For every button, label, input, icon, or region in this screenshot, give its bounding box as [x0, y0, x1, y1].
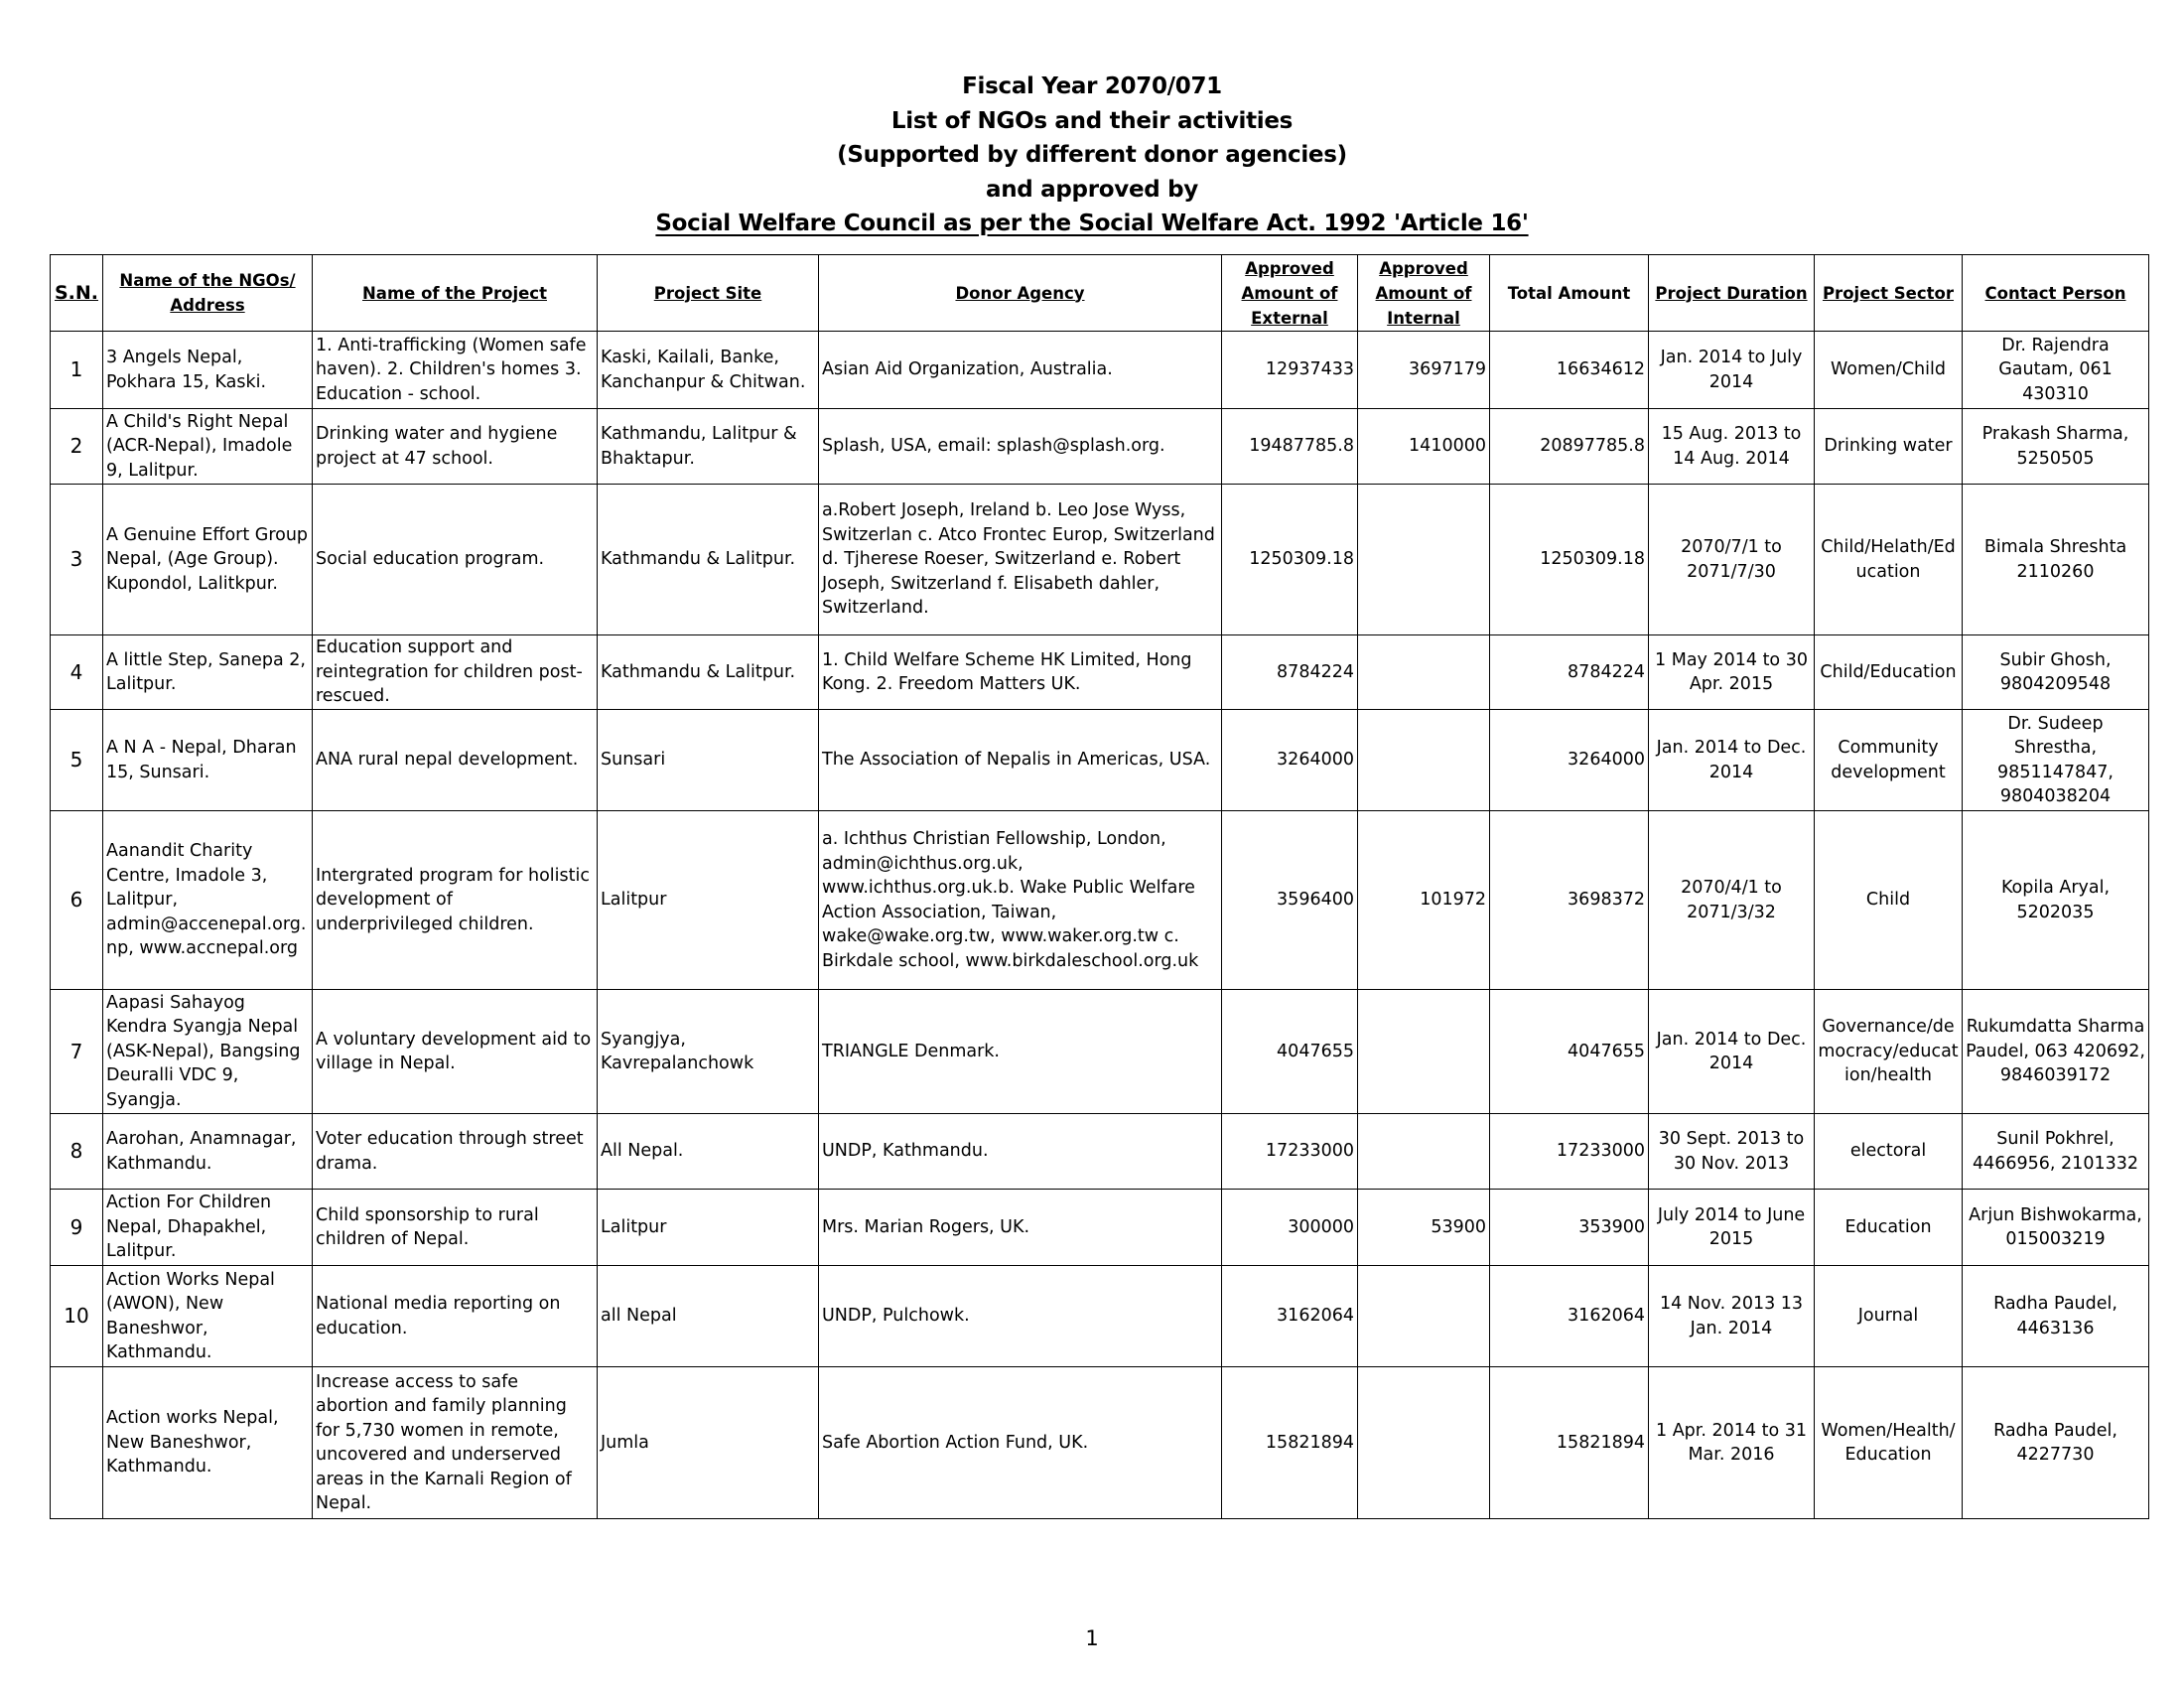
- cell-project-name: Social education program.: [313, 485, 598, 635]
- cell-project-duration: 2070/7/1 to 2071/7/30: [1649, 485, 1815, 635]
- cell-total-amount: 1250309.18: [1490, 485, 1649, 635]
- cell-total-amount: 4047655: [1490, 990, 1649, 1114]
- cell-project-name: Child sponsorship to rural children of Nepal.: [313, 1190, 598, 1266]
- cell-project-site: Lalitpur: [598, 1190, 819, 1266]
- cell-total-amount: 3162064: [1490, 1266, 1649, 1367]
- cell-project-name: ANA rural nepal development.: [313, 710, 598, 811]
- title-fiscal-year: Fiscal Year 2070/071: [962, 73, 1222, 99]
- cell-external-amount: 3162064: [1222, 1266, 1358, 1367]
- cell-contact-person: Prakash Sharma, 5250505: [1963, 409, 2149, 485]
- cell-donor-agency: TRIANGLE Denmark.: [819, 990, 1222, 1114]
- cell-internal-amount: 53900: [1358, 1190, 1490, 1266]
- header-project-site: Project Site: [598, 255, 819, 332]
- cell-project-name: 1. Anti-trafficking (Women safe haven). 2. Children's homes 3. Education - school.: [313, 332, 598, 409]
- cell-internal-amount: [1358, 485, 1490, 635]
- cell-total-amount: 3698372: [1490, 811, 1649, 990]
- cell-internal-amount: [1358, 1114, 1490, 1190]
- cell-project-site: All Nepal.: [598, 1114, 819, 1190]
- cell-sn: 8: [51, 1114, 103, 1190]
- cell-project-duration: July 2014 to June 2015: [1649, 1190, 1815, 1266]
- cell-contact-person: Kopila Aryal, 5202035: [1963, 811, 2149, 990]
- cell-project-site: Syangjya, Kavrepalanchowk: [598, 990, 819, 1114]
- cell-project-sector: Child/Education: [1815, 635, 1963, 710]
- cell-contact-person: Bimala Shreshta 2110260: [1963, 485, 2149, 635]
- cell-ngo-name: A Child's Right Nepal (ACR-Nepal), Imadole 9, Lalitpur.: [103, 409, 313, 485]
- table-row: [51, 332, 2149, 409]
- cell-donor-agency: UNDP, Pulchowk.: [819, 1266, 1222, 1367]
- cell-internal-amount: [1358, 1367, 1490, 1519]
- cell-project-site: Kathmandu & Lalitpur.: [598, 635, 819, 710]
- cell-project-name: Education support and reintegration for children post-rescued.: [313, 635, 598, 710]
- cell-project-sector: Community development: [1815, 710, 1963, 811]
- cell-project-name: A voluntary development aid to village in Nepal.: [313, 990, 598, 1114]
- cell-contact-person: Subir Ghosh, 9804209548: [1963, 635, 2149, 710]
- cell-project-site: Kathmandu & Lalitpur.: [598, 485, 819, 635]
- cell-project-sector: Drinking water: [1815, 409, 1963, 485]
- table-row: [51, 635, 2149, 710]
- header-contact-person: Contact Person: [1963, 255, 2149, 332]
- cell-project-sector: Women/Health/ Education: [1815, 1367, 1963, 1519]
- table-row: [51, 710, 2149, 811]
- cell-project-duration: Jan. 2014 to Dec. 2014: [1649, 990, 1815, 1114]
- table-row: [51, 485, 2149, 635]
- cell-project-site: Kaski, Kailali, Banke, Kanchanpur & Chitwan.: [598, 332, 819, 409]
- cell-donor-agency: 1. Child Welfare Scheme HK Limited, Hong Kong. 2. Freedom Matters UK.: [819, 635, 1222, 710]
- header-project-sector: Project Sector: [1815, 255, 1963, 332]
- cell-sn: 3: [51, 485, 103, 635]
- cell-project-duration: Jan. 2014 to Dec. 2014: [1649, 710, 1815, 811]
- title-list: List of NGOs and their activities: [890, 107, 1294, 134]
- cell-project-duration: 1 May 2014 to 30 Apr. 2015: [1649, 635, 1815, 710]
- ngo-table: [50, 254, 2149, 1519]
- cell-donor-agency: Safe Abortion Action Fund, UK.: [819, 1367, 1222, 1519]
- cell-contact-person: Arjun Bishwokarma, 015003219: [1963, 1190, 2149, 1266]
- cell-contact-person: Radha Paudel, 4463136: [1963, 1266, 2149, 1367]
- cell-sn: 9: [51, 1190, 103, 1266]
- cell-sn: 5: [51, 710, 103, 811]
- title-council: Social Welfare Council as per the Social Welfare Act. 1992 'Article 16': [655, 211, 1529, 236]
- cell-external-amount: 4047655: [1222, 990, 1358, 1114]
- header-external-amount: Approved Amount of External: [1222, 255, 1358, 332]
- title-supported: (Supported by different donor agencies): [837, 142, 1347, 168]
- cell-sn: 6: [51, 811, 103, 990]
- cell-project-site: Jumla: [598, 1367, 819, 1519]
- table-row: [51, 1190, 2149, 1266]
- cell-internal-amount: [1358, 710, 1490, 811]
- cell-internal-amount: [1358, 990, 1490, 1114]
- cell-project-site: Kathmandu, Lalitpur & Bhaktapur.: [598, 409, 819, 485]
- cell-external-amount: 12937433: [1222, 332, 1358, 409]
- cell-donor-agency: Asian Aid Organization, Australia.: [819, 332, 1222, 409]
- cell-total-amount: 3264000: [1490, 710, 1649, 811]
- document-title-block: [0, 70, 2184, 241]
- cell-project-name: Increase access to safe abortion and family planning for 5,730 women in remote, uncovered and underserved areas in the Karnali Region of Nepal.: [313, 1367, 598, 1519]
- cell-project-sector: Child: [1815, 811, 1963, 990]
- cell-project-name: Intergrated program for holistic development of underprivileged children.: [313, 811, 598, 990]
- cell-ngo-name: Action Works Nepal (AWON), New Baneshwor, Kathmandu.: [103, 1266, 313, 1367]
- table-row: [51, 409, 2149, 485]
- cell-project-sector: Child/Helath/Education: [1815, 485, 1963, 635]
- cell-internal-amount: [1358, 1266, 1490, 1367]
- cell-project-name: National media reporting on education.: [313, 1266, 598, 1367]
- cell-project-name: Drinking water and hygiene project at 47 school.: [313, 409, 598, 485]
- cell-contact-person: Dr. Sudeep Shrestha, 9851147847, 9804038204: [1963, 710, 2149, 811]
- cell-project-name: Voter education through street drama.: [313, 1114, 598, 1190]
- cell-project-duration: 15 Aug. 2013 to 14 Aug. 2014: [1649, 409, 1815, 485]
- cell-external-amount: 1250309.18: [1222, 485, 1358, 635]
- title-approved-by: and approved by: [986, 176, 1198, 203]
- cell-internal-amount: 101972: [1358, 811, 1490, 990]
- cell-project-duration: 14 Nov. 2013 13 Jan. 2014: [1649, 1266, 1815, 1367]
- table-row: [51, 990, 2149, 1114]
- cell-contact-person: Dr. Rajendra Gautam, 061 430310: [1963, 332, 2149, 409]
- cell-project-duration: 1 Apr. 2014 to 31 Mar. 2016: [1649, 1367, 1815, 1519]
- header-total-amount: Total Amount: [1490, 255, 1649, 332]
- cell-project-sector: Education: [1815, 1190, 1963, 1266]
- header-project-duration: Project Duration: [1649, 255, 1815, 332]
- header-sn: S.N.: [51, 255, 103, 332]
- cell-sn: 2: [51, 409, 103, 485]
- cell-project-sector: electoral: [1815, 1114, 1963, 1190]
- cell-ngo-name: A Genuine Effort Group Nepal, (Age Group). Kupondol, Lalitkpur.: [103, 485, 313, 635]
- cell-donor-agency: Splash, USA, email: splash@splash.org.: [819, 409, 1222, 485]
- cell-sn: 7: [51, 990, 103, 1114]
- cell-total-amount: 353900: [1490, 1190, 1649, 1266]
- cell-ngo-name: Aapasi Sahayog Kendra Syangja Nepal (ASK-Nepal), Bangsing Deuralli VDC 9, Syangja.: [103, 990, 313, 1114]
- cell-project-duration: 2070/4/1 to 2071/3/32: [1649, 811, 1815, 990]
- cell-total-amount: 15821894: [1490, 1367, 1649, 1519]
- cell-ngo-name: Aanandit Charity Centre, Imadole 3, Lalitpur, admin@accenepal.org.np, www.accnepal.org: [103, 811, 313, 990]
- cell-external-amount: 3264000: [1222, 710, 1358, 811]
- cell-donor-agency: a.Robert Joseph, Ireland b. Leo Jose Wyss, Switzerlan c. Atco Frontec Europ, Switzerland d. Tjherese Roeser, Switzerland e. Robert Joseph, Switzerland f. Elisabeth dahler, Switzerland.: [819, 485, 1222, 635]
- page-number: 1: [1085, 1626, 1099, 1650]
- cell-project-sector: Governance/democracy/education/health: [1815, 990, 1963, 1114]
- cell-total-amount: 16634612: [1490, 332, 1649, 409]
- cell-sn: 10: [51, 1266, 103, 1367]
- cell-external-amount: 15821894: [1222, 1367, 1358, 1519]
- cell-total-amount: 20897785.8: [1490, 409, 1649, 485]
- cell-project-sector: Women/Child: [1815, 332, 1963, 409]
- cell-sn: 4: [51, 635, 103, 710]
- cell-total-amount: 17233000: [1490, 1114, 1649, 1190]
- cell-donor-agency: The Association of Nepalis in Americas, USA.: [819, 710, 1222, 811]
- cell-external-amount: 8784224: [1222, 635, 1358, 710]
- cell-project-duration: 30 Sept. 2013 to 30 Nov. 2013: [1649, 1114, 1815, 1190]
- header-donor-agency: Donor Agency: [819, 255, 1222, 332]
- cell-project-site: all Nepal: [598, 1266, 819, 1367]
- cell-external-amount: 300000: [1222, 1190, 1358, 1266]
- table-row: [51, 1266, 2149, 1367]
- table-row: [51, 1367, 2149, 1519]
- cell-external-amount: 19487785.8: [1222, 409, 1358, 485]
- cell-internal-amount: 3697179: [1358, 332, 1490, 409]
- table-row: [51, 1114, 2149, 1190]
- cell-sn: [51, 1367, 103, 1519]
- cell-project-site: Lalitpur: [598, 811, 819, 990]
- cell-external-amount: 17233000: [1222, 1114, 1358, 1190]
- cell-total-amount: 8784224: [1490, 635, 1649, 710]
- cell-donor-agency: a. Ichthus Christian Fellowship, London, admin@ichthus.org.uk, www.ichthus.org.uk.b. Wake Public Welfare Action Association, Taiwan, wake@wake.org.tw, www.waker.org.tw c. Birkdale school, www.birkdaleschool.org.uk: [819, 811, 1222, 990]
- table-row: [51, 811, 2149, 990]
- header-internal-amount: Approved Amount of Internal: [1358, 255, 1490, 332]
- cell-sn: 1: [51, 332, 103, 409]
- header-ngo-name: Name of the NGOs/ Address: [103, 255, 313, 332]
- cell-internal-amount: 1410000: [1358, 409, 1490, 485]
- cell-donor-agency: UNDP, Kathmandu.: [819, 1114, 1222, 1190]
- cell-ngo-name: Aarohan, Anamnagar, Kathmandu.: [103, 1114, 313, 1190]
- cell-ngo-name: A N A - Nepal, Dharan 15, Sunsari.: [103, 710, 313, 811]
- table-header-row: [51, 255, 2149, 332]
- cell-ngo-name: Action works Nepal, New Baneshwor, Kathmandu.: [103, 1367, 313, 1519]
- cell-donor-agency: Mrs. Marian Rogers, UK.: [819, 1190, 1222, 1266]
- cell-project-duration: Jan. 2014 to July 2014: [1649, 332, 1815, 409]
- cell-contact-person: Rukumdatta Sharma Paudel, 063 420692, 9846039172: [1963, 990, 2149, 1114]
- cell-internal-amount: [1358, 635, 1490, 710]
- cell-project-site: Sunsari: [598, 710, 819, 811]
- cell-ngo-name: A little Step, Sanepa 2, Lalitpur.: [103, 635, 313, 710]
- cell-contact-person: Radha Paudel, 4227730: [1963, 1367, 2149, 1519]
- cell-external-amount: 3596400: [1222, 811, 1358, 990]
- cell-project-sector: Journal: [1815, 1266, 1963, 1367]
- cell-contact-person: Sunil Pokhrel, 4466956, 2101332: [1963, 1114, 2149, 1190]
- cell-ngo-name: Action For Children Nepal, Dhapakhel, Lalitpur.: [103, 1190, 313, 1266]
- cell-ngo-name: 3 Angels Nepal, Pokhara 15, Kaski.: [103, 332, 313, 409]
- header-project-name: Name of the Project: [313, 255, 598, 332]
